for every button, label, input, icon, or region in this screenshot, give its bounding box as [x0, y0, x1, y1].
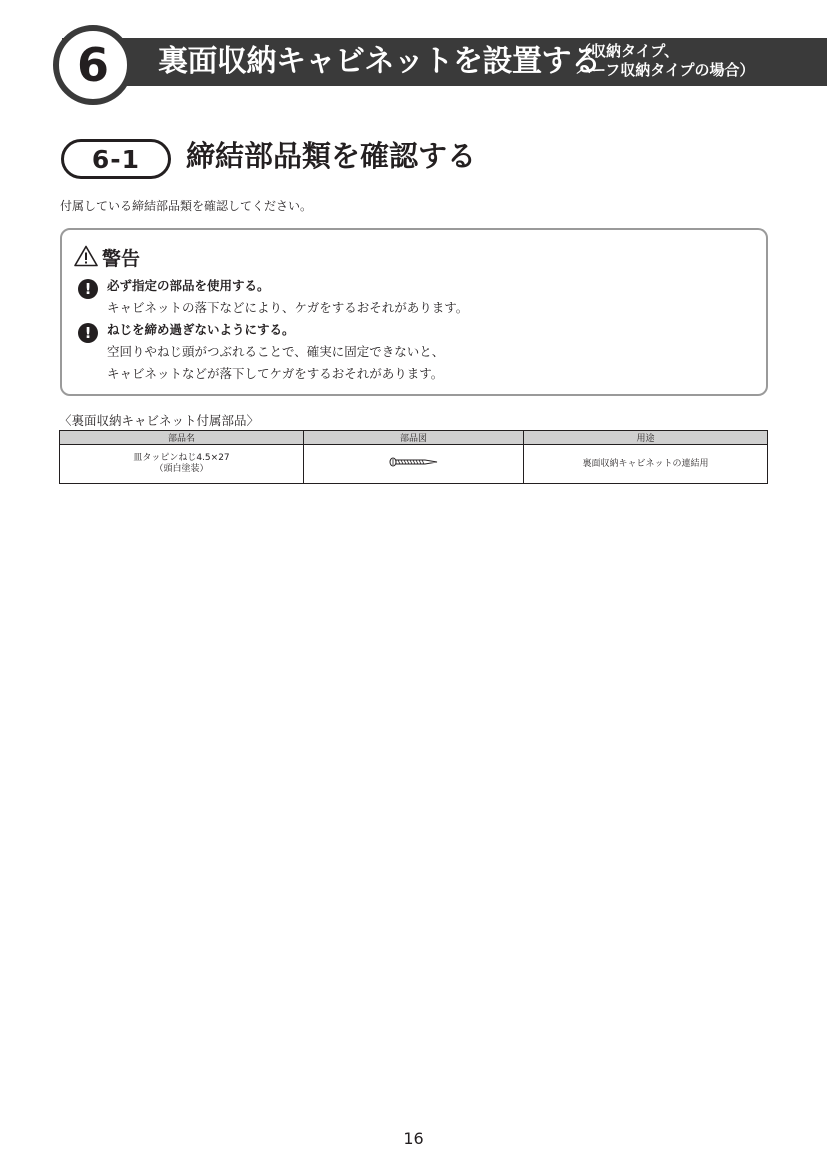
column-header-part-name: 部品名	[60, 431, 304, 445]
warning-item-body: キャビネットの落下などにより、ケガをするおそれがあります。	[107, 300, 469, 315]
intro-text: 付属している締結部品類を確認してください。	[60, 199, 313, 213]
table-row	[60, 445, 768, 484]
section-number: 6	[76, 38, 109, 92]
subsection-number-badge	[61, 139, 171, 179]
warning-heading: 警告	[102, 248, 141, 270]
table-header-row	[60, 431, 768, 445]
section-title: 裏面収納キャビネットを設置する	[158, 44, 601, 79]
warning-item-body: 空回りやねじ頭がつぶれることで、確実に固定できないと、	[107, 344, 445, 359]
warning-item-title: ねじを締め過ぎないようにする。	[107, 322, 295, 337]
warning-item-title: 必ず指定の部品を使用する。	[107, 278, 270, 293]
part-usage-cell: 裏面収納キャビネットの連結用	[524, 445, 768, 484]
parts-table	[59, 430, 768, 484]
page-number: 16	[403, 1129, 424, 1148]
section-subtitle-line1: （収納タイプ、	[576, 42, 680, 60]
column-header-usage: 用途	[524, 431, 768, 445]
part-figure-cell	[304, 445, 524, 484]
column-header-part-figure: 部品図	[304, 431, 524, 445]
exclamation-icon: !	[78, 279, 98, 299]
warning-triangle-icon	[74, 245, 98, 267]
screw-icon	[389, 457, 439, 467]
part-name-cell	[60, 445, 304, 484]
warning-item-body: キャビネットなどが落下してケガをするおそれがあります。	[107, 366, 444, 381]
part-name-line1: 皿タッピンねじ4.5×27	[133, 453, 230, 463]
section-subtitle	[576, 42, 755, 80]
subsection-title: 締結部品類を確認する	[186, 139, 477, 173]
section-subtitle-line2: ハーフ収納タイプの場合）	[576, 61, 755, 79]
part-name-line2: （頭白塗装）	[154, 464, 209, 474]
section-number-badge	[53, 25, 133, 105]
exclamation-icon: !	[78, 323, 98, 343]
table-caption: 〈裏面収納キャビネット付属部品〉	[59, 413, 260, 428]
subsection-number: 6-1	[91, 144, 141, 174]
